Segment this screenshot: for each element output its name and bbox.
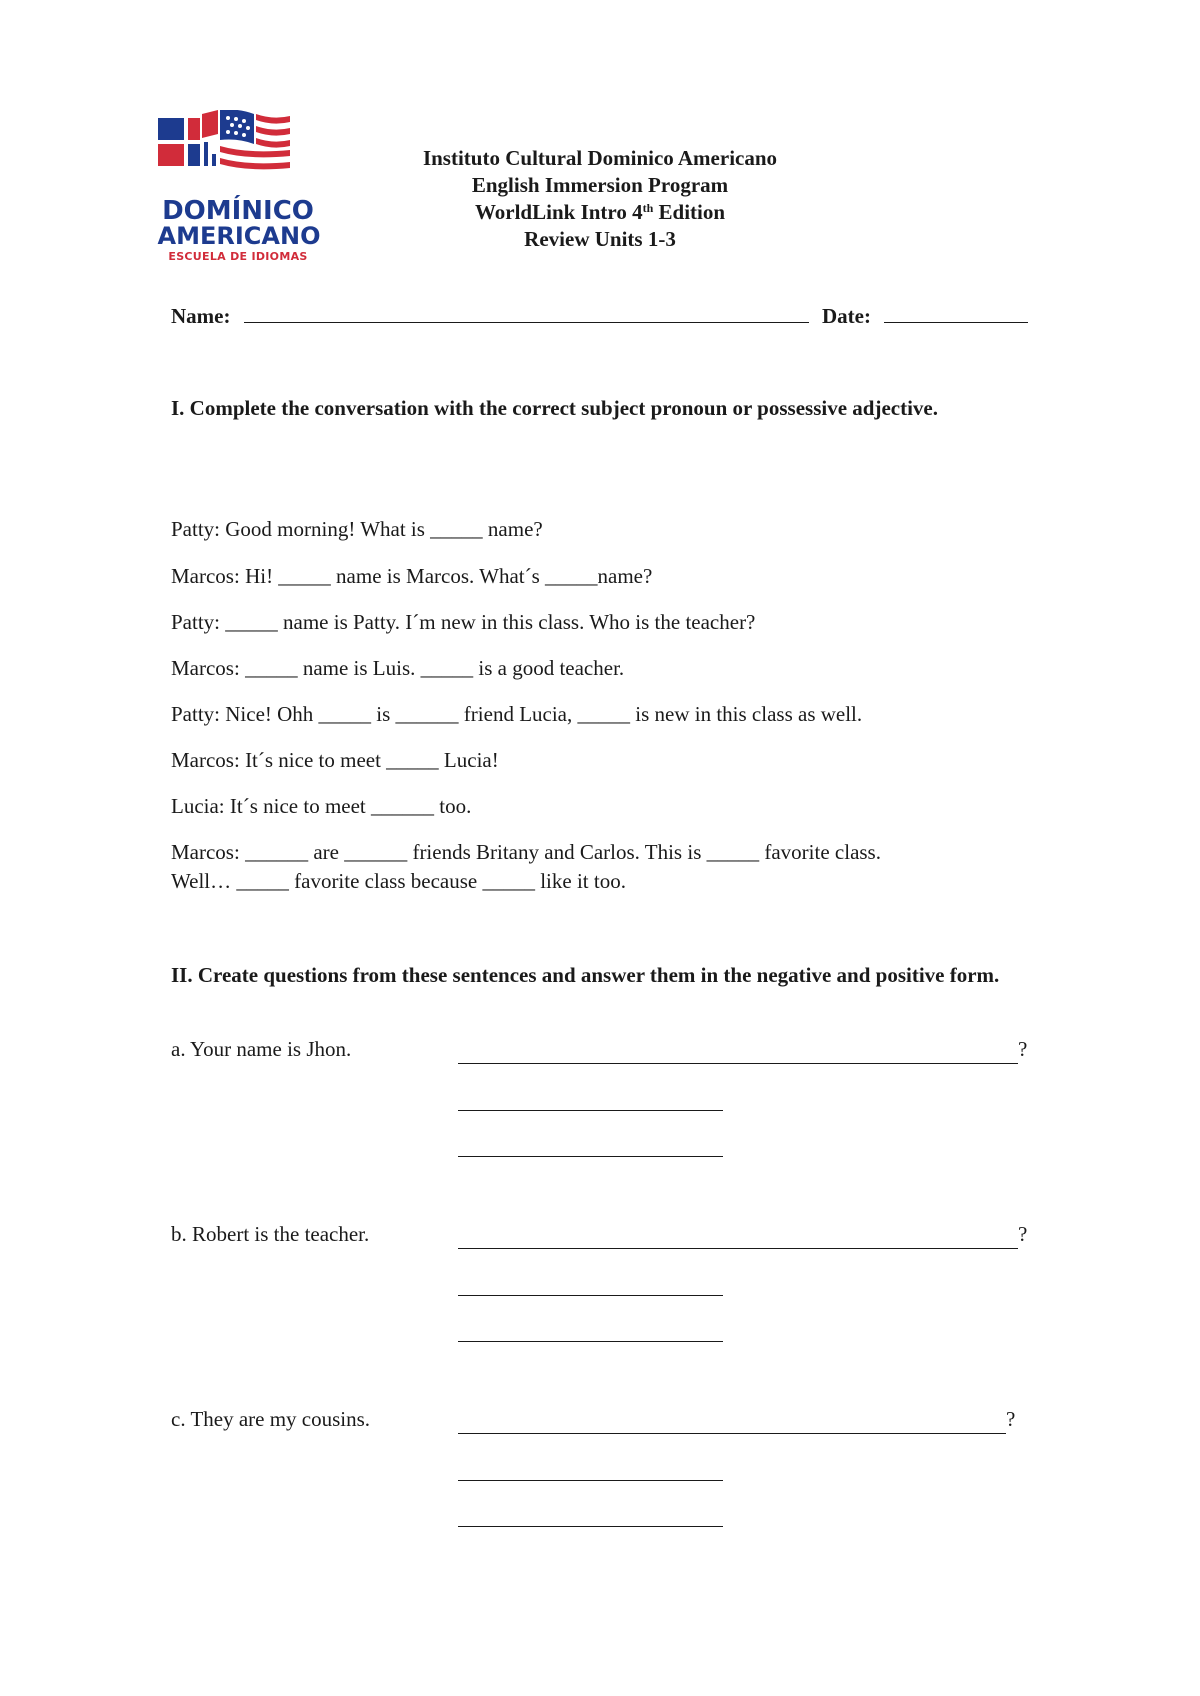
conversation-line: Marcos: It´s nice to meet _____ Lucia! [171,748,499,772]
conversation-line: Lucia: It´s nice to meet ______ too. [171,794,472,818]
logo-text-line3: ESCUELA DE IDIOMAS [168,250,308,263]
question-prompt-a: a. Your name is Jhon. [171,1037,352,1061]
book-title [360,199,840,226]
question-prompt-c: c. They are my cousins. [171,1407,371,1431]
logo-text-line2: AMERICANO [157,222,321,250]
negative-answer-line[interactable] [458,1110,723,1111]
positive-answer-line[interactable] [458,1156,723,1157]
institute-name: Instituto Cultural Dominico Americano [422,146,778,170]
book-title-suffix: Edition [653,200,726,224]
question-answer-line[interactable] [458,1433,1006,1434]
logo [157,110,321,263]
logo-text-line1: DOMÍNICO [162,196,314,226]
conversation-line: Marcos: Hi! _____ name is Marcos. What´s _____name? [171,564,653,588]
date-label: Date: [821,304,871,328]
conversation-line: Patty: Nice! Ohh _____ is ______ friend Lucia, _____ is new in this class as well. [171,702,863,726]
program-name: English Immersion Program [471,173,729,197]
date-field[interactable] [884,303,1028,323]
conversation-line: Marcos: _____ name is Luis. _____ is a good teacher. [171,656,625,680]
positive-answer-line[interactable] [458,1526,723,1527]
conversation-line: Marcos: ______ are ______ friends Britany and Carlos. This is _____ favorite class. [171,840,881,864]
negative-answer-line[interactable] [458,1295,723,1296]
document-header [360,145,840,253]
conversation-line: Well… _____ favorite class because _____ like it too. [171,869,626,893]
book-title-prefix: WorldLink Intro 4 [474,200,643,224]
name-field[interactable] [244,303,809,323]
name-label: Name: [171,304,231,328]
section-2-title: II. Create questions from these sentences and answer them in the negative and positive form. [171,963,1000,987]
question-prompt-b: b. Robert is the teacher. [171,1222,370,1246]
negative-answer-line[interactable] [458,1480,723,1481]
conversation-line: Patty: _____ name is Patty. I´m new in this class. Who is the teacher? [171,610,756,634]
question-answer-line[interactable] [458,1063,1018,1064]
section-1-title: I. Complete the conversation with the correct subject pronoun or possessive adjective. [171,396,938,420]
review-title: Review Units 1-3 [524,227,676,251]
question-mark: ? [1018,1222,1028,1246]
flag-logo-icon [158,110,318,200]
name-date-row [171,303,1028,329]
question-mark: ? [1018,1037,1028,1061]
question-mark: ? [1006,1407,1016,1431]
book-title-sup: th [642,201,654,215]
positive-answer-line[interactable] [458,1341,723,1342]
conversation-line: Patty: Good morning! What is _____ name? [171,517,543,541]
question-answer-line[interactable] [458,1248,1018,1249]
